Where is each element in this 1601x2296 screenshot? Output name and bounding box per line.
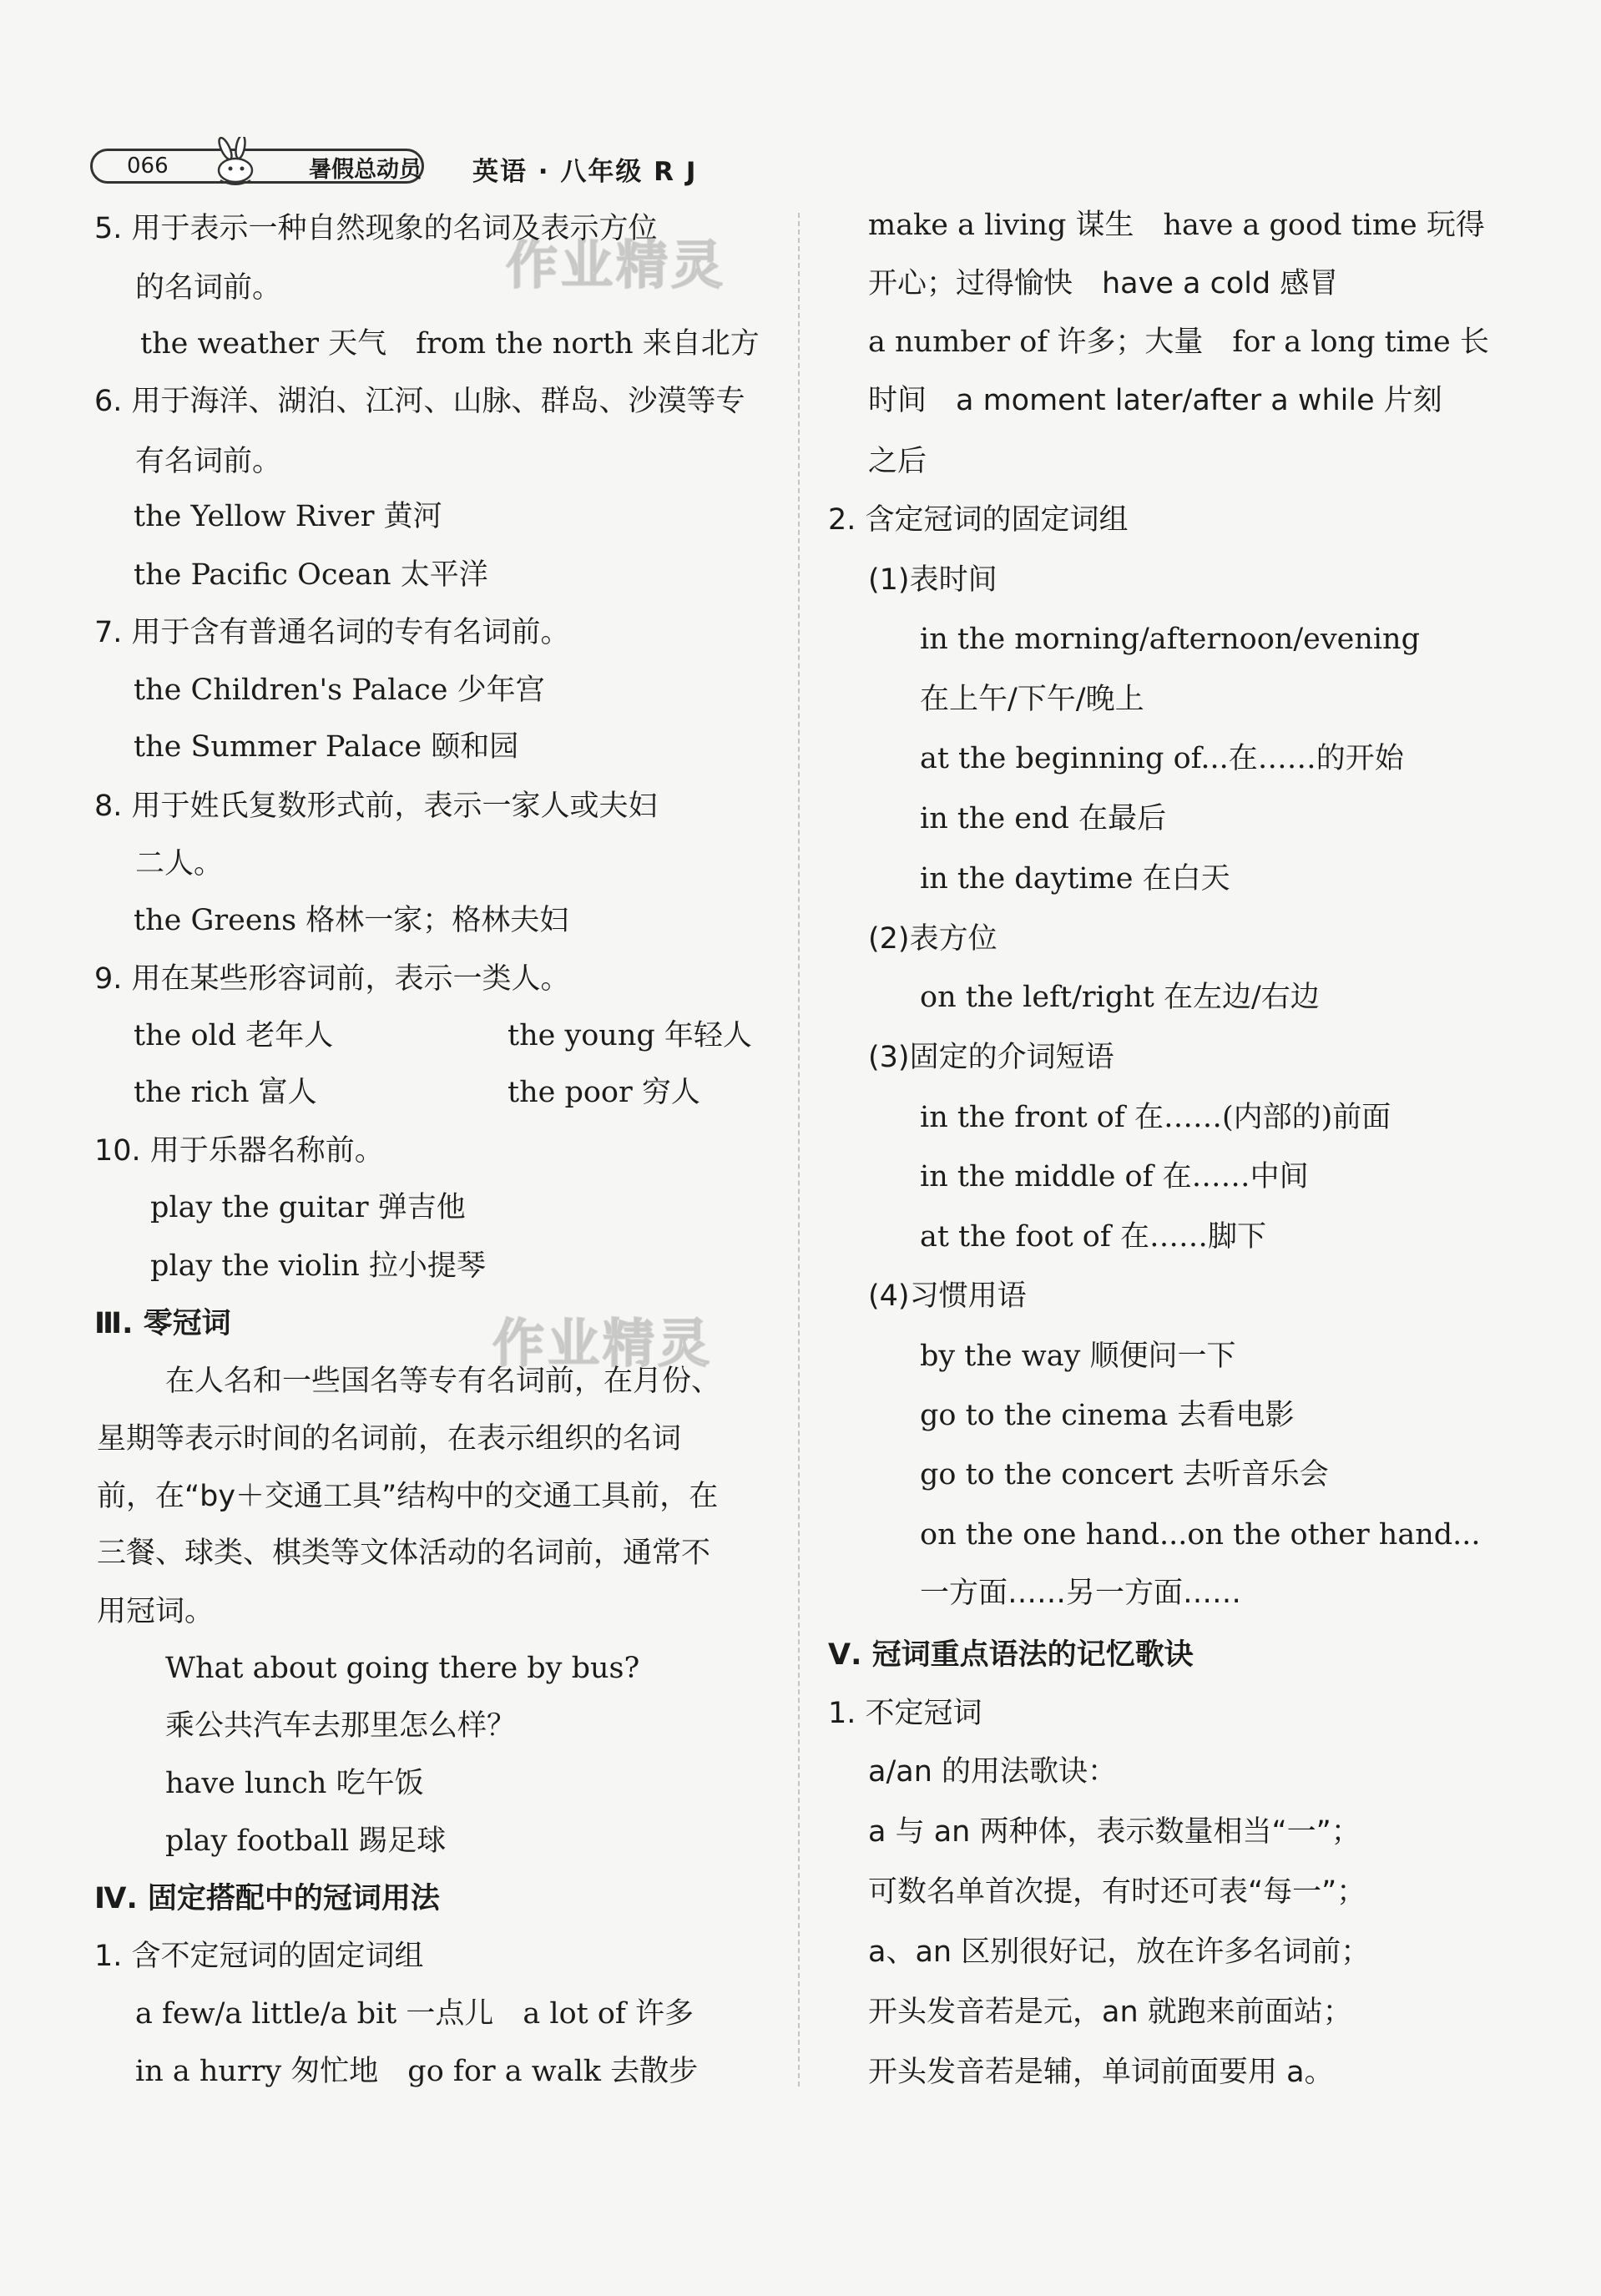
example-by-the-way: by the way 顺便问一下 (920, 1340, 1236, 1373)
mnemonic-line-5: 开头发音若是辅，单词前面要用 a。 (868, 2056, 1334, 2089)
example-in-the-morning: in the morning/afternoon/evening (920, 623, 1420, 656)
example-have-a-cold: 开心；过得愉快 have a cold 感冒 (868, 267, 1339, 300)
page-header (90, 144, 775, 189)
section-zero-article-heading: Ⅲ. 零冠词 (94, 1307, 231, 1340)
example-in-a-hurry: in a hurry 匆忙地 go for a walk 去散步 (135, 2055, 699, 2088)
subheading-time: (1)表时间 (868, 563, 997, 597)
example-rich: the rich 富人 (134, 1076, 317, 1109)
example-lunch: have lunch 吃午饭 (165, 1767, 424, 1800)
section-fixed-collocation-heading: Ⅳ. 固定搭配中的冠词用法 (94, 1882, 440, 1915)
watermark-middle: 作业精灵 (492, 1313, 714, 1374)
example-bus: What about going there by bus? (165, 1652, 640, 1685)
zero-article-para-line-5: 用冠词。 (97, 1595, 215, 1628)
zero-article-para-line-1: 在人名和一些国名等专有名词前，在月份、 (165, 1365, 721, 1398)
example-young: the young 年轻人 (508, 1019, 752, 1052)
example-on-the-one-hand: on the one hand...on the other hand... (920, 1518, 1481, 1552)
subheading-prepositional: (3)固定的介词短语 (868, 1041, 1114, 1074)
section-mnemonic-heading: Ⅴ. 冠词重点语法的记忆歌诀 (828, 1638, 1194, 1672)
example-at-the-beginning: at the beginning of...在……的开始 (920, 742, 1404, 775)
rule-9: 9. 用在某些形容词前，表示一类人。 (94, 962, 570, 996)
rule-5-line-2: 的名词前。 (135, 271, 282, 305)
mnemonic-line-3: a、an 区别很好记，放在许多名词前； (868, 1935, 1371, 1969)
rule-6-line-1: 6. 用于海洋、湖泊、江河、山脉、群岛、沙漠等专 (94, 385, 745, 418)
example-go-to-the-concert: go to the concert 去听音乐会 (920, 1458, 1329, 1491)
example-a-moment-later: 时间 a moment later/after a while 片刻 (868, 384, 1442, 417)
example-a-number-of: a number of 许多；大量 for a long time 长 (868, 325, 1489, 359)
bunny-mascot-icon (170, 137, 295, 189)
rule-8-line-1: 8. 用于姓氏复数形式前，表示一家人或夫妇 (94, 790, 658, 823)
example-go-to-the-cinema: go to the cinema 去看电影 (920, 1399, 1295, 1432)
example-a-moment-later-cont: 之后 (868, 445, 927, 478)
example-football: play football 踢足球 (165, 1824, 447, 1858)
example-greens: the Greens 格林一家；格林夫妇 (134, 904, 569, 937)
mnemonic-line-4: 开头发音若是元，an 就跑来前面站； (868, 1996, 1352, 2029)
mnemonic-intro: a/an 的用法歌诀： (868, 1755, 1117, 1789)
example-childrens-palace: the Children's Palace 少年宫 (134, 674, 545, 707)
example-in-the-end: in the end 在最后 (920, 802, 1167, 835)
example-bus-translation: 乘公共汽车去那里怎么样？ (165, 1709, 517, 1743)
example-on-the-one-hand-translation: 一方面……另一方面…… (920, 1577, 1242, 1610)
zero-article-para-line-3: 前，在“by＋交通工具”结构中的交通工具前，在 (97, 1480, 719, 1513)
mnemonic-line-1: a 与 an 两种体，表示数量相当“一”； (868, 1815, 1361, 1849)
rule-10: 10. 用于乐器名称前。 (94, 1134, 384, 1168)
example-in-the-front-of: in the front of 在……(内部的)前面 (920, 1101, 1391, 1134)
watermark-top: 作业精灵 (506, 235, 727, 295)
example-summer-palace: the Summer Palace 颐和园 (134, 730, 519, 764)
example-violin: play the violin 拉小提琴 (150, 1249, 486, 1283)
zero-article-para-line-2: 星期等表示时间的名词前，在表示组织的名词 (97, 1422, 682, 1456)
example-on-the-left: on the left/right 在左边/右边 (920, 981, 1320, 1014)
example-poor: the poor 穷人 (508, 1076, 700, 1109)
subheading-idioms: (4)习惯用语 (868, 1279, 1027, 1313)
example-in-the-daytime: in the daytime 在白天 (920, 862, 1230, 896)
mnemonic-line-2: 可数名单首次提，有时还可表“每一”； (868, 1875, 1366, 1909)
example-at-the-foot-of: at the foot of 在……脚下 (920, 1220, 1266, 1254)
example-guitar: play the guitar 弹吉他 (150, 1191, 466, 1224)
rule-7: 7. 用于含有普通名词的专有名词前。 (94, 616, 570, 649)
subheading-position: (2)表方位 (868, 922, 997, 956)
page-number: 066 (127, 154, 169, 179)
example-make-a-living: make a living 谋生 have a good time 玩得 (868, 209, 1485, 242)
example-yellow-river: the Yellow River 黄河 (134, 500, 442, 533)
example-old: the old 老年人 (134, 1019, 334, 1052)
example-a-few: a few/a little/a bit 一点儿 a lot of 许多 (135, 1997, 694, 2031)
definite-phrases-heading: 2. 含定冠词的固定词组 (828, 503, 1129, 537)
rule-8-line-2: 二人。 (135, 847, 224, 881)
rule-6-line-2: 有名词前。 (135, 445, 282, 478)
subject-grade: 英语 · 八年级 R J (472, 157, 698, 187)
example-in-the-morning-translation: 在上午/下午/晚上 (920, 683, 1144, 716)
example-weather: the weather 天气 from the north 来自北方 (140, 327, 760, 361)
indefinite-article-heading: 1. 不定冠词 (828, 1697, 982, 1730)
indefinite-phrases-heading: 1. 含不定冠词的固定词组 (94, 1940, 424, 1973)
example-in-the-middle-of: in the middle of 在……中间 (920, 1160, 1309, 1193)
series-title: 暑假总动员 (309, 157, 422, 183)
zero-article-para-line-4: 三餐、球类、棋类等文体活动的名词前，通常不 (97, 1537, 711, 1570)
rule-5-line-1: 5. 用于表示一种自然现象的名词及表示方位 (94, 212, 658, 245)
example-pacific: the Pacific Ocean 太平洋 (134, 558, 488, 592)
column-divider (798, 213, 800, 2087)
